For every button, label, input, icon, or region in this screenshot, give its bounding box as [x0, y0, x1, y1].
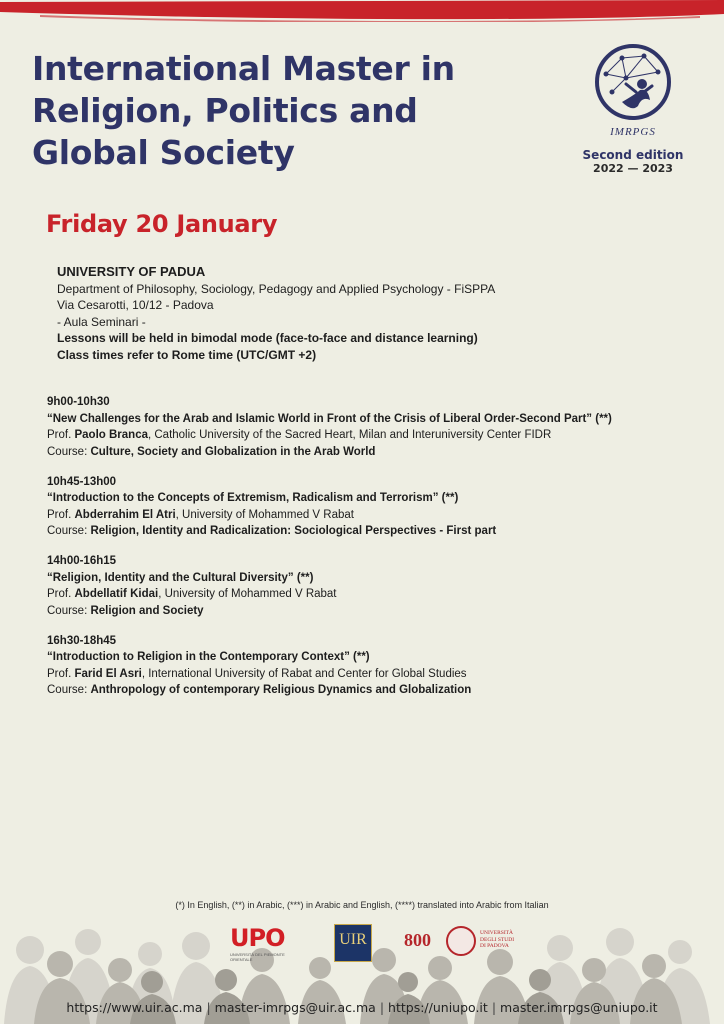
edition-block	[570, 148, 696, 175]
course-name: Culture, Society and Globalization in the Arab World	[90, 445, 376, 458]
course-name: Religion and Society	[90, 604, 204, 617]
professor-name: Abdellatif Kidai	[74, 588, 159, 600]
session-time: 16h30-18h45	[47, 634, 117, 647]
venue-block	[57, 264, 677, 363]
footer-links: https://www.uir.ac.ma | master-imrpgs@uir.ac.ma | https://uniupo.it | master.imrpgs@uniupo.it	[66, 1000, 658, 1015]
footer-link-uir-email[interactable]: master-imrpgs@uir.ac.ma	[214, 1000, 376, 1015]
session-talk: “Introduction to Religion in the Contemporary Context” (**)	[47, 651, 370, 663]
venue-address: Via Cesarotti, 10/12 - Padova	[57, 298, 214, 312]
course-name: Religion, Identity and Radicalization: Sociological Perspectives - First part	[90, 525, 497, 537]
session-professor: Prof. Farid El Asri, International University of Rabat and Center for Global Studies	[47, 667, 467, 680]
venue-department: Department of Philosophy, Sociology, Pedagogy and Applied Psychology - FiSPPA	[57, 281, 496, 296]
venue-mode: Lessons will be held in bimodal mode (face-to-face and distance learning)	[57, 331, 478, 345]
event-date: Friday 20 January	[46, 210, 278, 238]
upo-logo-subtitle: UNIVERSITÀ DEL PIEMONTE ORIENTALE	[230, 952, 285, 962]
venue-room: - Aula Seminari -	[57, 314, 146, 329]
logo-text: IMRPGS	[610, 126, 656, 138]
session-course: Course: Religion and Society	[47, 604, 204, 617]
session-professor: Prof. Abderrahim El Atri, University of Mohammed V Rabat	[47, 508, 354, 521]
session-item	[47, 394, 687, 460]
professor-name: Farid El Asri	[74, 667, 142, 680]
session-time: 9h00-10h30	[47, 396, 110, 408]
session-professor: Prof. Abdellatif Kidai, University of Mohammed V Rabat	[47, 588, 337, 600]
session-course: Course: Anthropology of contemporary Religious Dynamics and Globalization	[47, 684, 472, 696]
professor-name: Abderrahim El Atri	[74, 508, 176, 521]
session-course: Course: Religion, Identity and Radicalization: Sociological Perspectives - First part	[47, 525, 497, 537]
session-time: 10h45-13h00	[47, 475, 117, 488]
partner-logos	[0, 924, 724, 964]
padova-800-mark: 800	[404, 930, 431, 950]
session-time: 14h00-16h15	[47, 555, 117, 567]
session-talk: “Introduction to the Concepts of Extremism, Radicalism and Terrorism” (**)	[47, 492, 459, 504]
schedule	[47, 394, 687, 712]
venue-university: UNIVERSITY OF PADUA	[57, 264, 206, 279]
session-talk: “Religion, Identity and the Cultural Diversity” (**)	[47, 571, 314, 584]
padova-name: UNIVERSITÀ DEGLI STUDI DI PADOVA	[480, 930, 515, 949]
venue-timezone: Class times refer to Rome time (UTC/GMT +2)	[57, 347, 317, 362]
session-item	[47, 474, 687, 540]
program-title: International Master in Religion, Politics and Global Society	[32, 49, 455, 172]
session-talk: “New Challenges for the Arab and Islamic World in Front of the Crisis of Liberal Order-Second Part” (**)	[47, 412, 612, 425]
session-professor: Prof. Paolo Branca, Catholic University of the Sacred Heart, Milan and Interuniversity Center FIDR	[47, 429, 552, 441]
footer-link-uniupo-email[interactable]: master.imrpgs@uniupo.it	[500, 1000, 658, 1015]
top-red-stripe	[0, 0, 724, 22]
course-name: Anthropology of contemporary Religious Dynamics and Globalization	[90, 684, 472, 696]
session-item	[47, 553, 687, 619]
uir-logo: UIR	[334, 924, 372, 962]
footer-link-uniupo-site[interactable]: https://uniupo.it	[388, 1000, 488, 1015]
session-item	[47, 633, 687, 699]
edition-years: 2022 — 2023	[593, 162, 673, 175]
padova-logo	[404, 926, 514, 962]
padova-seal-icon	[446, 926, 476, 956]
language-note: (*) In English, (**) in Arabic, (***) in Arabic and English, (****) translated into Arabic from Italian	[175, 900, 549, 910]
imrpgs-logo	[592, 44, 674, 140]
upo-logo: UPO	[230, 924, 285, 952]
edition-label: Second edition	[582, 148, 684, 162]
footer-link-uir-site[interactable]: https://www.uir.ac.ma	[66, 1000, 203, 1015]
session-course: Course: Culture, Society and Globalization in the Arab World	[47, 445, 376, 458]
professor-name: Paolo Branca	[74, 429, 148, 441]
